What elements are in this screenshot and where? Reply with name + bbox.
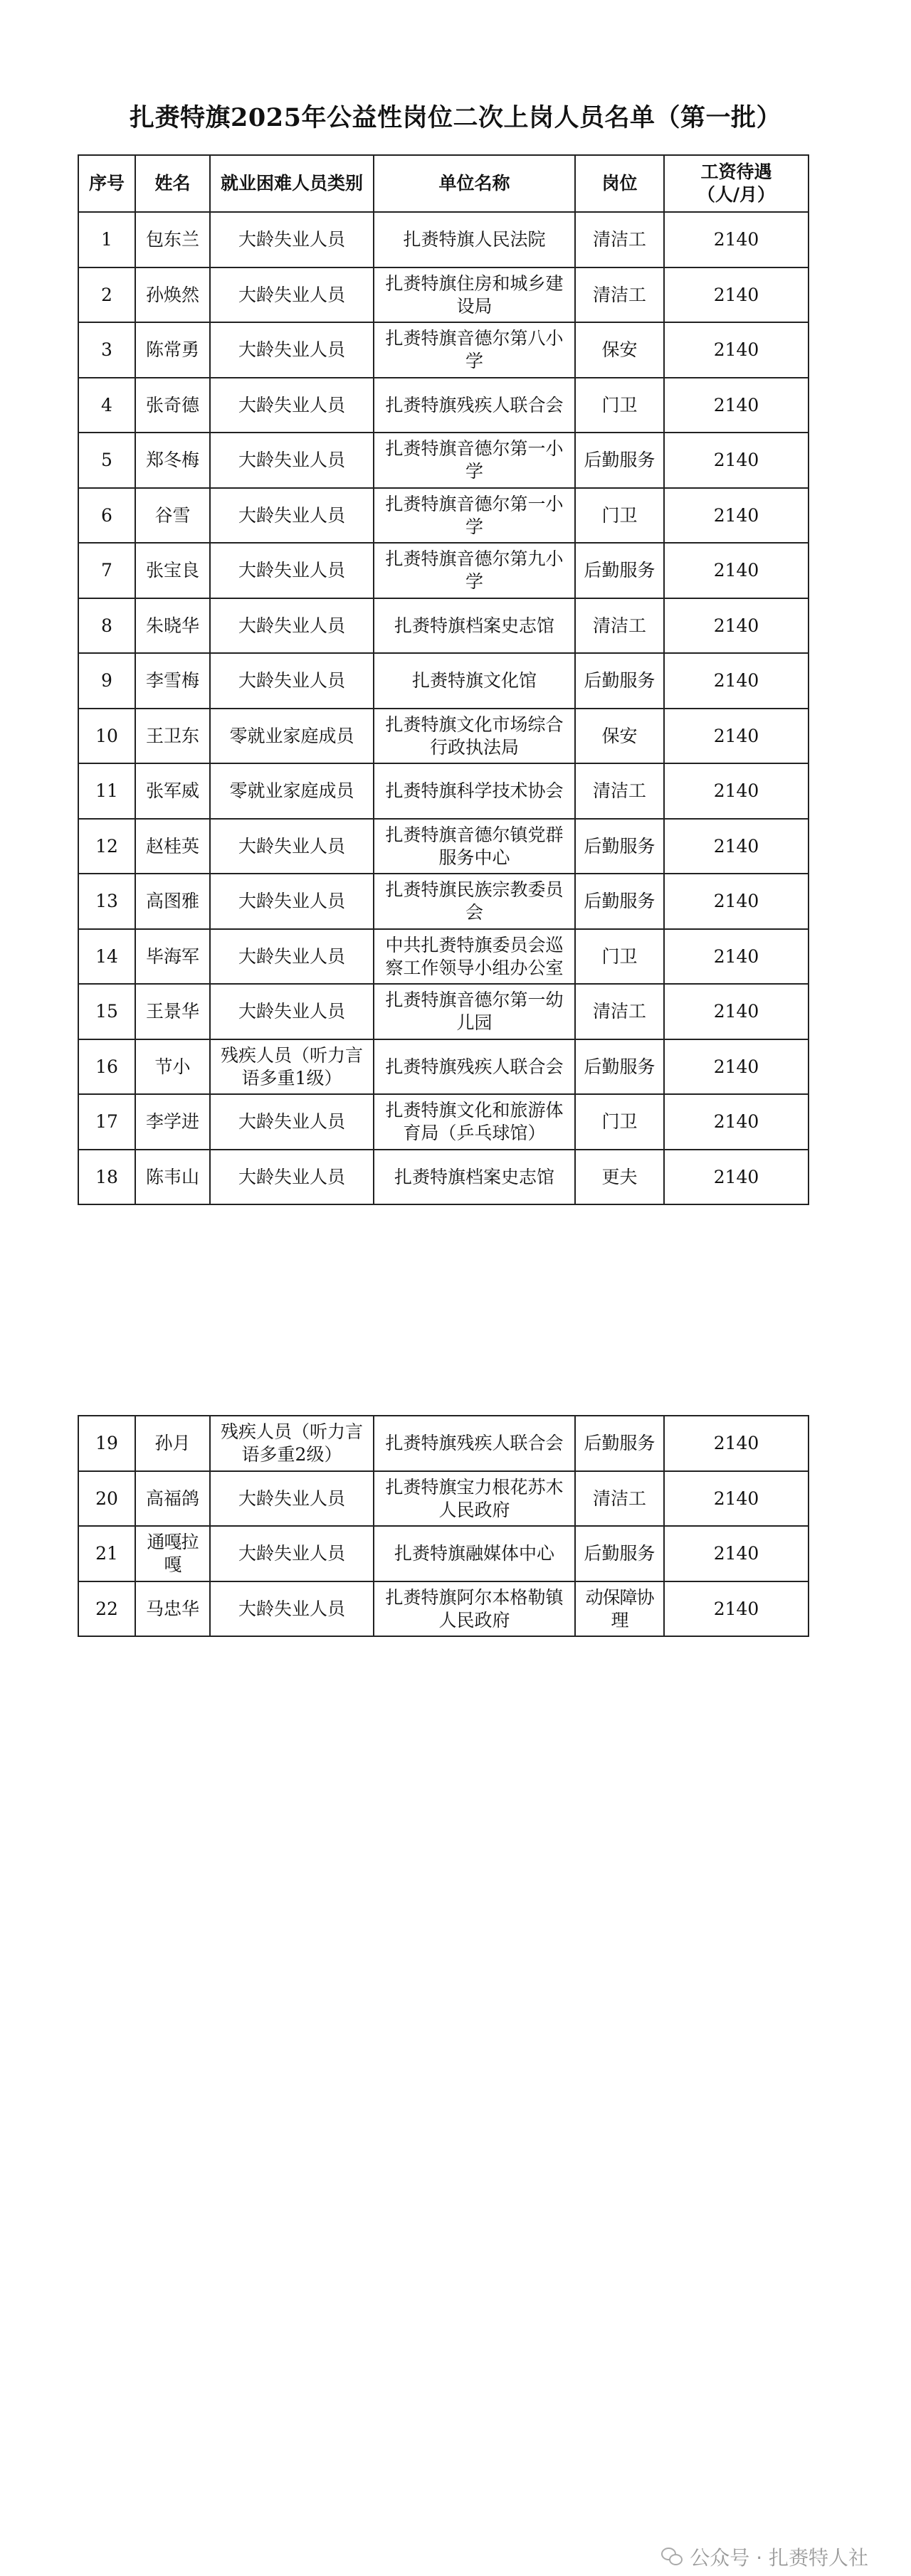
table-row — [78, 1094, 809, 1150]
table-row — [78, 1581, 809, 1636]
cell-category: 大龄失业人员 — [210, 267, 374, 322]
roster-table — [78, 154, 809, 1205]
cell-wage: 2140 — [664, 984, 809, 1039]
cell-category: 零就业家庭成员 — [210, 763, 374, 819]
cell-name: 张军威 — [135, 763, 210, 819]
cell-category: 大龄失业人员 — [210, 819, 374, 874]
table-row — [78, 322, 809, 378]
header-unit: 单位名称 — [374, 155, 575, 212]
page-title: 扎赉特旗2025年公益性岗位二次上岗人员名单（第一批） — [130, 103, 781, 132]
cell-wage: 2140 — [664, 1094, 809, 1150]
table-row — [78, 378, 809, 433]
table-row — [78, 874, 809, 929]
cell-name: 马忠华 — [135, 1581, 210, 1636]
cell-unit: 扎赉特旗住房和城乡建设局 — [374, 267, 575, 322]
cell-category: 大龄失业人员 — [210, 1581, 374, 1636]
cell-wage: 2140 — [664, 598, 809, 653]
cell-category: 残疾人员（听力言语多重1级） — [210, 1039, 374, 1094]
table-row — [78, 763, 809, 819]
cell-unit: 扎赉特旗融媒体中心 — [374, 1526, 575, 1581]
cell-name: 王卫东 — [135, 709, 210, 763]
cell-wage: 2140 — [664, 1150, 809, 1204]
table-row — [78, 984, 809, 1039]
cell-index: 17 — [78, 1094, 135, 1150]
cell-index: 9 — [78, 653, 135, 709]
cell-post: 动保障协理 — [575, 1581, 664, 1636]
cell-wage: 2140 — [664, 1581, 809, 1636]
cell-post: 清洁工 — [575, 984, 664, 1039]
cell-index: 2 — [78, 267, 135, 322]
cell-category: 大龄失业人员 — [210, 1526, 374, 1581]
cell-wage: 2140 — [664, 819, 809, 874]
cell-post: 后勤服务 — [575, 653, 664, 709]
cell-wage: 2140 — [664, 543, 809, 598]
cell-post: 门卫 — [575, 1094, 664, 1150]
cell-name: 李雪梅 — [135, 653, 210, 709]
table-row — [78, 709, 809, 763]
cell-index: 3 — [78, 322, 135, 378]
cell-name: 毕海军 — [135, 929, 210, 984]
cell-category: 大龄失业人员 — [210, 212, 374, 267]
cell-wage: 2140 — [664, 212, 809, 267]
cell-post: 后勤服务 — [575, 874, 664, 929]
cell-name: 赵桂英 — [135, 819, 210, 874]
table-row — [78, 543, 809, 598]
cell-category: 大龄失业人员 — [210, 1150, 374, 1204]
cell-index: 5 — [78, 433, 135, 488]
cell-wage: 2140 — [664, 1416, 809, 1471]
cell-index: 21 — [78, 1526, 135, 1581]
cell-index: 13 — [78, 874, 135, 929]
cell-index: 12 — [78, 819, 135, 874]
cell-unit: 扎赉特旗人民法院 — [374, 212, 575, 267]
cell-post: 后勤服务 — [575, 543, 664, 598]
cell-category: 大龄失业人员 — [210, 929, 374, 984]
cell-wage: 2140 — [664, 1039, 809, 1094]
cell-post: 后勤服务 — [575, 1526, 664, 1581]
table-row — [78, 598, 809, 653]
cell-post: 门卫 — [575, 929, 664, 984]
cell-wage: 2140 — [664, 1471, 809, 1526]
cell-index: 4 — [78, 378, 135, 433]
cell-wage: 2140 — [664, 929, 809, 984]
cell-post: 后勤服务 — [575, 1416, 664, 1471]
cell-unit: 扎赉特旗文化馆 — [374, 653, 575, 709]
cell-unit: 扎赉特旗音德尔第一幼儿园 — [374, 984, 575, 1039]
cell-unit: 中共扎赉特旗委员会巡察工作领导小组办公室 — [374, 929, 575, 984]
cell-category: 大龄失业人员 — [210, 1094, 374, 1150]
cell-wage: 2140 — [664, 378, 809, 433]
cell-name: 陈常勇 — [135, 322, 210, 378]
cell-index: 1 — [78, 212, 135, 267]
cell-name: 孙焕然 — [135, 267, 210, 322]
cell-name: 朱晓华 — [135, 598, 210, 653]
cell-category: 大龄失业人员 — [210, 322, 374, 378]
cell-name: 通嘎拉嘎 — [135, 1526, 210, 1581]
cell-name: 李学进 — [135, 1094, 210, 1150]
cell-name: 高福鸽 — [135, 1471, 210, 1526]
table-row — [78, 433, 809, 488]
cell-post: 保安 — [575, 709, 664, 763]
cell-name: 节小 — [135, 1039, 210, 1094]
cell-category: 大龄失业人员 — [210, 598, 374, 653]
cell-category: 大龄失业人员 — [210, 433, 374, 488]
cell-wage: 2140 — [664, 709, 809, 763]
cell-index: 18 — [78, 1150, 135, 1204]
cell-index: 6 — [78, 488, 135, 543]
header-index: 序号 — [78, 155, 135, 212]
cell-post: 门卫 — [575, 488, 664, 543]
cell-category: 大龄失业人员 — [210, 378, 374, 433]
cell-index: 11 — [78, 763, 135, 819]
cell-index: 8 — [78, 598, 135, 653]
cell-unit: 扎赉特旗阿尔本格勒镇人民政府 — [374, 1581, 575, 1636]
cell-unit: 扎赉特旗音德尔镇党群服务中心 — [374, 819, 575, 874]
cell-category: 大龄失业人员 — [210, 874, 374, 929]
cell-unit: 扎赉特旗档案史志馆 — [374, 1150, 575, 1204]
cell-post: 清洁工 — [575, 1471, 664, 1526]
cell-wage: 2140 — [664, 322, 809, 378]
cell-unit: 扎赉特旗残疾人联合会 — [374, 378, 575, 433]
cell-unit: 扎赉特旗音德尔第九小学 — [374, 543, 575, 598]
table-row — [78, 1416, 809, 1471]
cell-unit: 扎赉特旗民族宗教委员会 — [374, 874, 575, 929]
cell-post: 清洁工 — [575, 763, 664, 819]
cell-category: 残疾人员（听力言语多重2级） — [210, 1416, 374, 1471]
cell-index: 7 — [78, 543, 135, 598]
cell-name: 谷雪 — [135, 488, 210, 543]
cell-index: 14 — [78, 929, 135, 984]
cell-post: 更夫 — [575, 1150, 664, 1204]
table-row — [78, 1471, 809, 1526]
cell-index: 10 — [78, 709, 135, 763]
cell-unit: 扎赉特旗文化市场综合行政执法局 — [374, 709, 575, 763]
cell-category: 大龄失业人员 — [210, 488, 374, 543]
cell-wage: 2140 — [664, 763, 809, 819]
table-row — [78, 1039, 809, 1094]
cell-wage: 2140 — [664, 653, 809, 709]
cell-name: 张宝良 — [135, 543, 210, 598]
cell-unit: 扎赉特旗宝力根花苏木人民政府 — [374, 1471, 575, 1526]
cell-post: 保安 — [575, 322, 664, 378]
table-header-row — [78, 155, 809, 212]
header-wage: 工资待遇 （人/月） — [664, 155, 809, 212]
cell-name: 郑冬梅 — [135, 433, 210, 488]
cell-wage: 2140 — [664, 433, 809, 488]
cell-post: 后勤服务 — [575, 1039, 664, 1094]
table-row — [78, 212, 809, 267]
cell-wage: 2140 — [664, 488, 809, 543]
table-row — [78, 267, 809, 322]
cell-post: 门卫 — [575, 378, 664, 433]
cell-wage: 2140 — [664, 267, 809, 322]
cell-index: 19 — [78, 1416, 135, 1471]
table-row — [78, 1150, 809, 1204]
cell-post: 后勤服务 — [575, 433, 664, 488]
table-row — [78, 1526, 809, 1581]
cell-unit: 扎赉特旗音德尔第一小学 — [374, 433, 575, 488]
cell-unit: 扎赉特旗音德尔第八小学 — [374, 322, 575, 378]
cell-post: 清洁工 — [575, 598, 664, 653]
cell-unit: 扎赉特旗音德尔第一小学 — [374, 488, 575, 543]
cell-name: 孙月 — [135, 1416, 210, 1471]
cell-post: 清洁工 — [575, 212, 664, 267]
cell-name: 张奇德 — [135, 378, 210, 433]
cell-index: 20 — [78, 1471, 135, 1526]
table-row — [78, 819, 809, 874]
table-row — [78, 653, 809, 709]
header-category: 就业困难人员类别 — [210, 155, 374, 212]
cell-unit: 扎赉特旗科学技术协会 — [374, 763, 575, 819]
cell-index: 22 — [78, 1581, 135, 1636]
wechat-icon — [661, 2548, 683, 2566]
cell-category: 大龄失业人员 — [210, 1471, 374, 1526]
cell-category: 大龄失业人员 — [210, 653, 374, 709]
table-row — [78, 929, 809, 984]
cell-category: 大龄失业人员 — [210, 984, 374, 1039]
cell-post: 后勤服务 — [575, 819, 664, 874]
header-post: 岗位 — [575, 155, 664, 212]
cell-category: 零就业家庭成员 — [210, 709, 374, 763]
cell-name: 高图雅 — [135, 874, 210, 929]
cell-category: 大龄失业人员 — [210, 543, 374, 598]
cell-unit: 扎赉特旗残疾人联合会 — [374, 1039, 575, 1094]
cell-name: 包东兰 — [135, 212, 210, 267]
footer-text: 公众号 · 扎赉特人社 — [690, 2546, 868, 2570]
cell-index: 16 — [78, 1039, 135, 1094]
cell-name: 陈韦山 — [135, 1150, 210, 1204]
header-name: 姓名 — [135, 155, 210, 212]
table-row — [78, 488, 809, 543]
cell-unit: 扎赉特旗文化和旅游体育局（乒乓球馆） — [374, 1094, 575, 1150]
cell-index: 15 — [78, 984, 135, 1039]
footer-watermark — [661, 2543, 868, 2571]
cell-unit: 扎赉特旗档案史志馆 — [374, 598, 575, 653]
cell-unit: 扎赉特旗残疾人联合会 — [374, 1416, 575, 1471]
cell-wage: 2140 — [664, 874, 809, 929]
cell-name: 王景华 — [135, 984, 210, 1039]
cell-wage: 2140 — [664, 1526, 809, 1581]
roster-table-continued — [78, 1415, 809, 1637]
cell-post: 清洁工 — [575, 267, 664, 322]
